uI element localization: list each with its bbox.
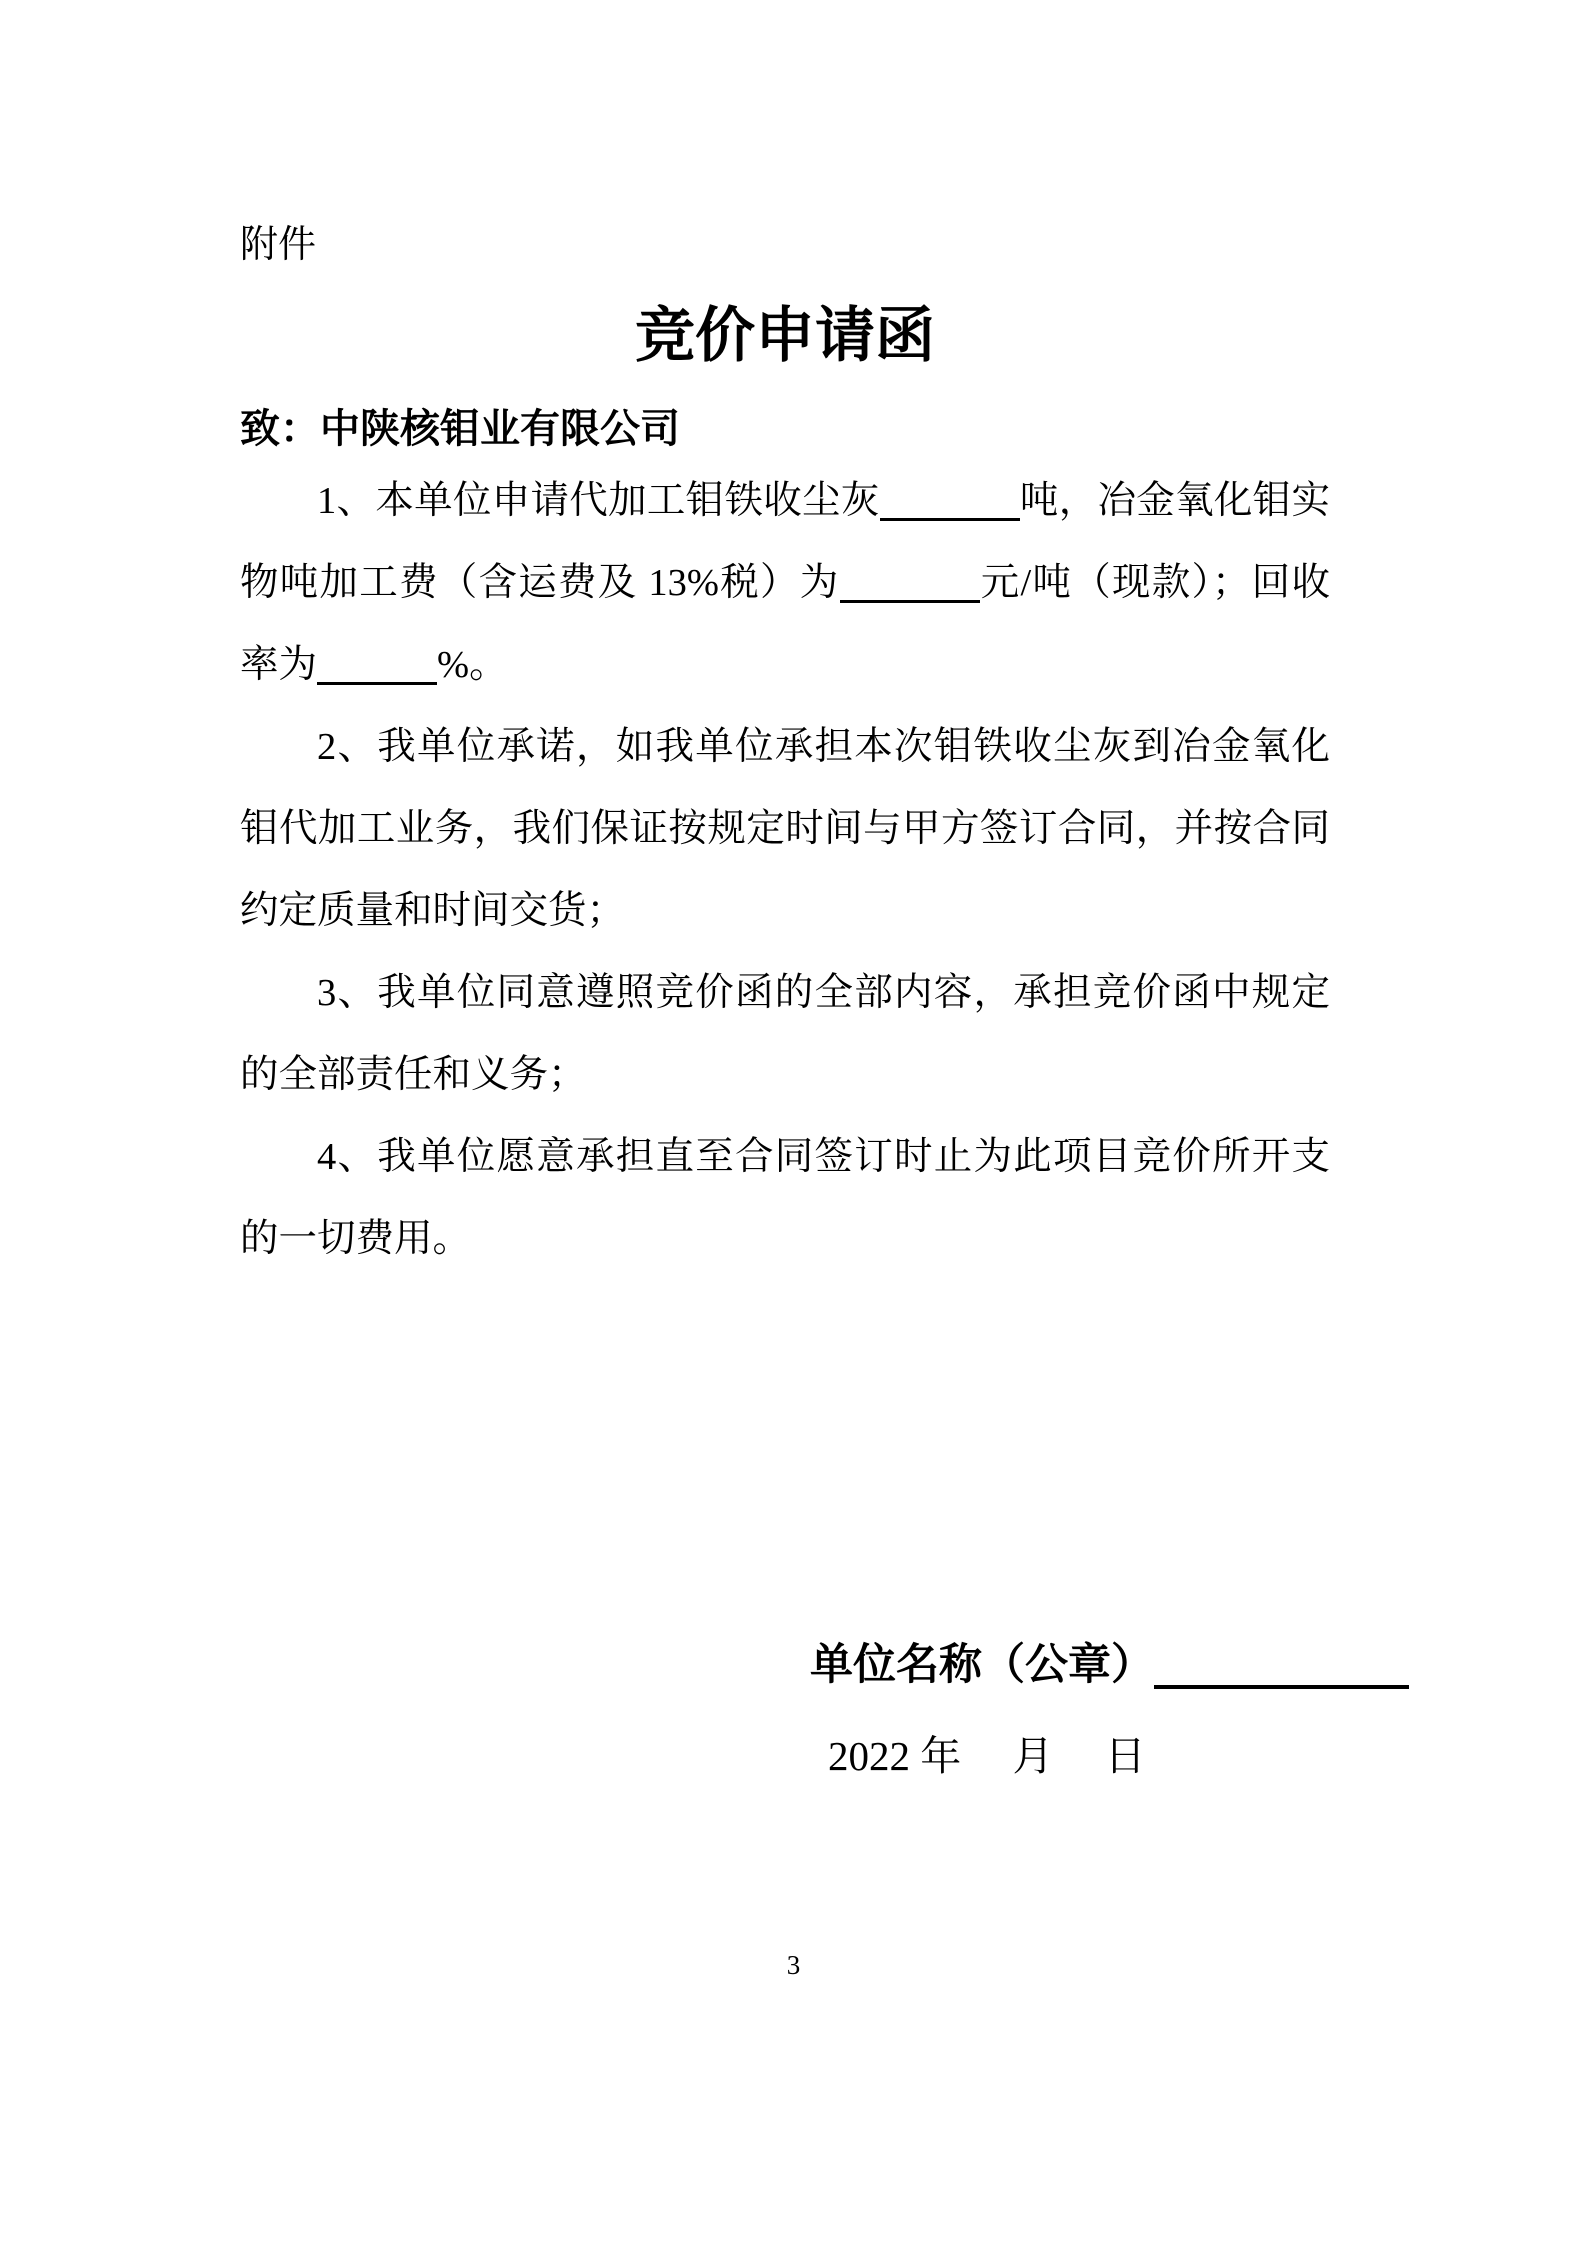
date-line: 2022 年 月 日 (828, 1733, 1146, 1779)
paragraph-1 (240, 460, 1330, 706)
paragraph-1-segment-4: %。 (437, 644, 508, 686)
paragraph-4: 4、我单位愿意承担直至合同签订时止为此项目竞价所开支的一切费用。 (240, 1136, 1330, 1260)
processing-fee-blank-field (840, 556, 980, 603)
page-number: 3 (786, 1950, 801, 1980)
signature-label: 单位名称（公章） (810, 1641, 1154, 1689)
paragraph-1-segment-2: 吨，冶金氧化钼实物吨加工费（含运费及 13%税）为 (240, 480, 1330, 604)
salutation-line: 致：中陕核钼业有限公司 (240, 406, 680, 451)
paragraph-2: 2、我单位承诺，如我单位承担本次钼铁收尘灰到冶金氧化钼代加工业务，我们保证按规定时间与甲方签订合同，并按合同约定质量和时间交货； (240, 726, 1330, 932)
paragraph-1-segment-1: 1、本单位申请代加工钼铁收尘灰 (317, 480, 880, 522)
attachment-label: 附件 (240, 224, 317, 266)
company-name-blank-field (1154, 1641, 1409, 1689)
signature-row (810, 1638, 1330, 1692)
document-title: 竞价申请函 (635, 303, 935, 369)
paragraph-1-segment-3: 元/吨（现款）；回收率为 (240, 562, 1331, 686)
tonnage-blank-field (880, 474, 1020, 521)
body-text (240, 460, 1330, 1280)
recovery-rate-blank-field (317, 638, 437, 685)
paragraph-3: 3、我单位同意遵照竞价函的全部内容，承担竞价函中规定的全部责任和义务； (240, 972, 1330, 1096)
